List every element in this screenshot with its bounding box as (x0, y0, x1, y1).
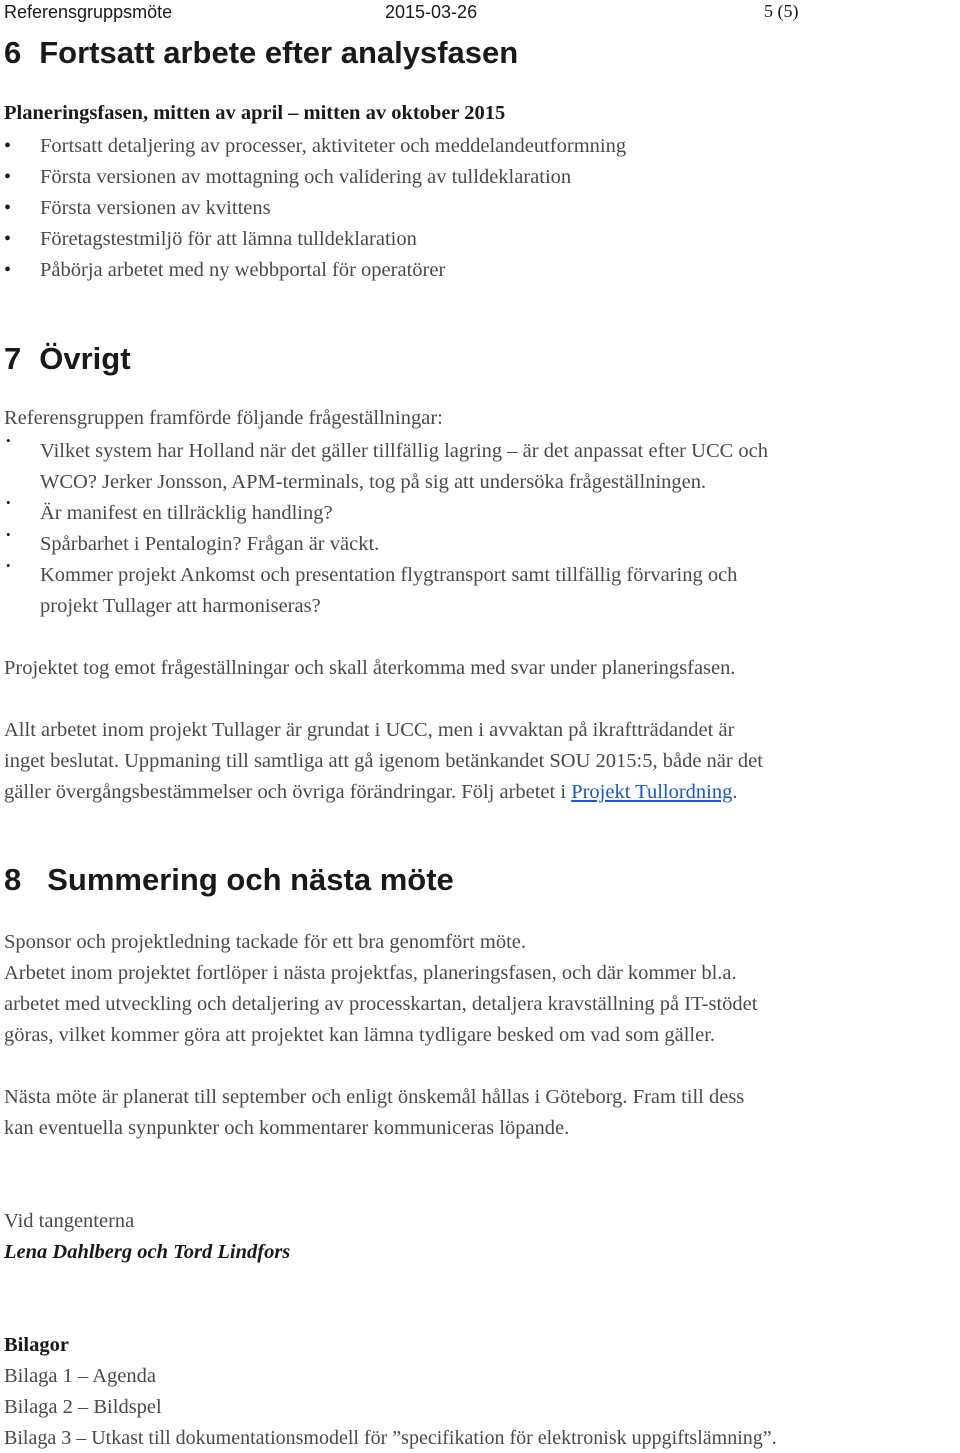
section-7-paragraph-2-line (4, 777, 738, 807)
header-document-title: Referensgruppsmöte (4, 2, 173, 22)
attachment-item: Bilaga 3 – Utkast till dokumentationsmodell för ”specifikation för elektronisk uppgiftslämning”. (4, 1427, 777, 1449)
list-item: Första versionen av kvittens (40, 197, 271, 219)
section-6-subheading: Planeringsfasen, mitten av april – mitten av oktober 2015 (4, 102, 506, 124)
question-line: Kommer projekt Ankomst och presentation flygtransport samt tillfällig förvaring och (40, 564, 738, 586)
section-8-line: arbetet med utveckling och detaljering av processkartan, detaljera kravställning på IT-stödet (4, 993, 758, 1015)
signature-names: Lena Dahlberg och Tord Lindfors (4, 1241, 291, 1263)
list-item: Företagstestmiljö för att lämna tulldeklaration (40, 228, 417, 250)
header-date: 2015-03-26 (385, 2, 478, 22)
question-line: projekt Tullager att harmoniseras? (40, 595, 321, 617)
section-7-number: 7 (4, 341, 22, 376)
bullet-icon: • (4, 228, 12, 250)
section-8-heading (4, 862, 454, 898)
section-6-title: Fortsatt arbete efter analysfasen (39, 35, 519, 70)
bullet-icon: • (6, 495, 11, 510)
section-8-line: Sponsor och projektledning tackade för ett bra genomfört möte. (4, 931, 527, 953)
section-8-line: kan eventuella synpunkter och kommentarer kommuniceras löpande. (4, 1117, 570, 1139)
bullet-icon: • (6, 433, 11, 448)
header-page-number: 5 (5) (764, 1, 799, 21)
question-line: WCO? Jerker Jonsson, APM-terminals, tog på sig att undersöka frågeställningen. (40, 471, 707, 493)
paragraph-text: . (732, 781, 738, 803)
section-7-intro: Referensgruppen framförde följande frågeställningar: (4, 407, 443, 429)
bullet-icon: • (4, 259, 12, 281)
list-item: Påbörja arbetet med ny webbportal för operatörer (40, 259, 446, 281)
section-7-heading (4, 341, 131, 377)
section-7-paragraph-1: Projektet tog emot frågeställningar och skall återkomma med svar under planeringsfasen. (4, 657, 736, 679)
question-line: Spårbarhet i Pentalogin? Frågan är väckt. (40, 533, 380, 555)
section-7-paragraph-2-line: Allt arbetet inom projekt Tullager är grundat i UCC, men i avvaktan på ikraftträdandet är (4, 719, 735, 741)
projekt-tullordning-link[interactable]: Projekt Tullordning (571, 781, 733, 803)
bullet-icon: • (4, 135, 12, 157)
bullet-icon: • (6, 558, 11, 573)
section-7-title: Övrigt (39, 341, 131, 376)
section-8-line: Arbetet inom projektet fortlöper i nästa projektfas, planeringsfasen, och där kommer bl.a. (4, 962, 737, 984)
section-6-number: 6 (4, 35, 22, 70)
bullet-icon: • (4, 166, 12, 188)
list-item: Fortsatt detaljering av processer, aktiviteter och meddelandeutformning (40, 135, 627, 157)
question-line: Är manifest en tillräcklig handling? (40, 502, 333, 524)
question-line: Vilket system har Holland när det gäller tillfällig lagring – är det anpassat efter UCC och (40, 440, 769, 462)
section-8-line: Nästa möte är planerat till september och enligt önskemål hållas i Göteborg. Fram till dess (4, 1086, 745, 1108)
bullet-icon: • (6, 527, 11, 542)
list-item: Första versionen av mottagning och validering av tulldeklaration (40, 166, 572, 188)
bullet-icon: • (4, 197, 12, 219)
section-8-number: 8 (4, 862, 22, 897)
attachment-item: Bilaga 2 – Bildspel (4, 1396, 162, 1418)
paragraph-text: gäller övergångsbestämmelser och övriga förändringar. Följ arbetet i (4, 781, 572, 803)
section-8-title: Summering och nästa möte (47, 862, 454, 897)
signature-label: Vid tangenterna (4, 1210, 135, 1232)
attachments-heading: Bilagor (4, 1334, 69, 1356)
attachment-item: Bilaga 1 – Agenda (4, 1365, 157, 1387)
section-7-paragraph-2-line: inget beslutat. Uppmaning till samtliga att gå igenom betänkandet SOU 2015:5, både när det (4, 750, 763, 772)
section-8-line: göras, vilket kommer göra att projektet kan lämna tydligare besked om vad som gäller. (4, 1024, 716, 1046)
section-6-heading (4, 35, 518, 71)
